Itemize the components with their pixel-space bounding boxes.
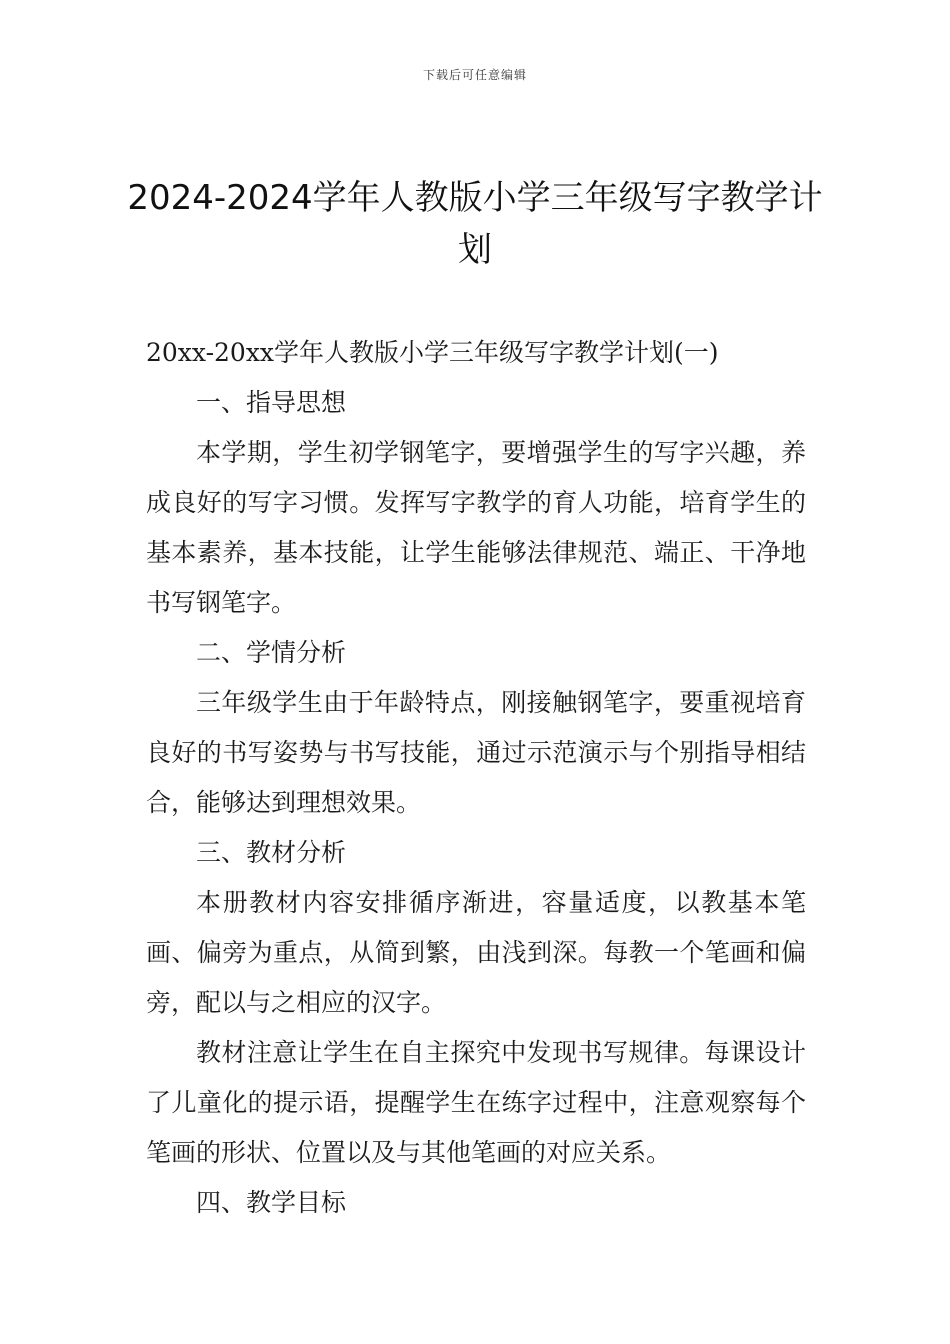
paragraph-textbook-analysis-1: 本册教材内容安排循序渐进，容量适度，以教基本笔画、偏旁为重点，从简到繁，由浅到深。每教一个笔画和偏旁，配以与之相应的汉字。 [146,888,806,1017]
page-header-note: 下载后可任意编辑 [422,68,527,82]
paragraph-textbook-analysis-2: 教材注意让学生在自主探究中发现书写规律。每课设计了儿童化的提示语，提醒学生在练字过程中，注意观察每个笔画的形状、位置以及与其他笔画的对应关系。 [146,1038,806,1167]
document-subtitle: 20xx-20xx学年人教版小学三年级写字教学计划(一) [146,338,719,367]
section-heading-teaching-goals: 四、教学目标 [196,1188,347,1217]
section-heading-guiding-ideology: 一、指导思想 [196,388,347,417]
section-heading-textbook-analysis: 三、教材分析 [196,838,347,867]
paragraph-student-analysis: 三年级学生由于年龄特点，刚接触钢笔字，要重视培育良好的书写姿势与书写技能，通过示范演示与个别指导相结合，能够达到理想效果。 [146,688,806,817]
document-title: 2024-2024学年人教版小学三年级写字教学计划 [127,178,823,270]
document-body [146,328,806,1228]
section-heading-student-analysis: 二、学情分析 [196,638,347,667]
paragraph-guiding-ideology: 本学期，学生初学钢笔字，要增强学生的写字兴趣，养成良好的写字习惯。发挥写字教学的育人功能，培育学生的基本素养，基本技能，让学生能够法律规范、端正、干净地书写钢笔字。 [146,438,806,617]
